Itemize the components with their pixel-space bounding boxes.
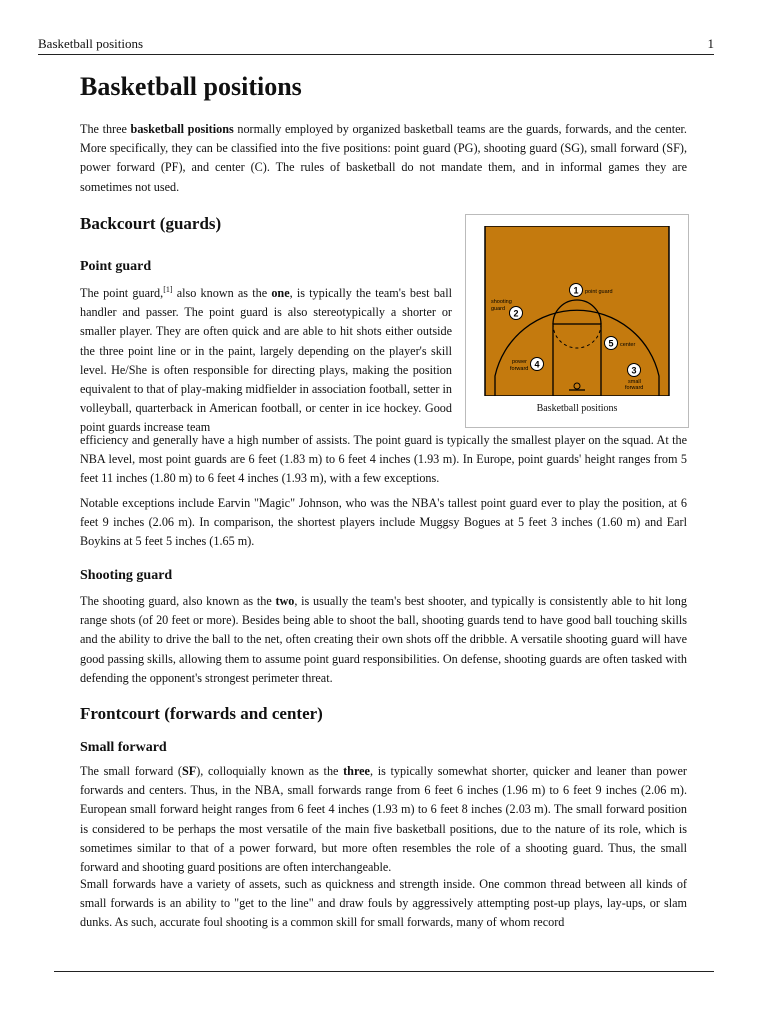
running-title: Basketball positions [38, 36, 144, 51]
intro-bold-term: basketball positions [130, 122, 234, 136]
svg-text:2: 2 [513, 308, 519, 319]
page-title: Basketball positions [80, 72, 302, 101]
small-forward-paragraph-1: The small forward (SF), colloquially known as the three, is typically somewhat shorter, quicker and leaner than power forwards and centers. Thus, in the NBA, small forwards range from 6 feet 6 inches (1.96 m) to 6 feet 9 inches (2.06 m). European small forward height ranges from 6 feet 4 inches (1.93 m) to 6 feet 8 inches (2.03 m). The small forward position is considered to be perhaps the most versatile of the main five basketball positions, due to the nature of its role, which is sometimes similar to that of a power forward, but more often resembles the role of a shooting guard. Thus, the small forward and shooting guard positions are often interchangeable. [80, 764, 687, 875]
label-shooting-guard-line2: guard [491, 306, 506, 312]
section-heading-backcourt: Backcourt (guards) [80, 214, 222, 233]
intro-paragraph: The three basketball positions normally employed by organized basketball teams are the guards, forwards, and the center. More specifically, they can be classified into the five positions: point guard (PG), shooting guard (SG), small forward (SF), power forward (PF), and center (C). The rules of basketball do not mandate them, and in informal games they are sometimes not used. [80, 122, 687, 194]
svg-text:1: 1 [573, 285, 579, 296]
point-guard-paragraph-2: Notable exceptions include Earvin "Magic" Johnson, who was the NBA's tallest point guard ever to play the position, at 6 feet 9 inches (2.06 m). In comparison, the shortest players include Muggsy Bogues at 5 feet 3 inches (1.60 m) and Earl Boykins at 5 feet 5 inches (1.65 m). [80, 496, 687, 549]
citation-link[interactable]: [1] [163, 284, 173, 294]
subsection-heading-shooting-guard: Shooting guard [80, 568, 173, 583]
label-shooting-guard-line1: shooting [491, 299, 512, 305]
subsection-heading-point-guard: Point guard [80, 259, 152, 274]
subsection-heading-small-forward: Small forward [80, 740, 167, 755]
svg-text:3: 3 [631, 365, 637, 376]
label-center: center [620, 342, 636, 348]
figure-caption: Basketball positions [536, 403, 618, 414]
figure-box [465, 214, 689, 428]
section-heading-frontcourt: Frontcourt (forwards and center) [80, 704, 323, 723]
label-small-forward-line1: small [628, 379, 641, 385]
svg-text:4: 4 [534, 359, 540, 370]
header-rule [38, 54, 714, 55]
player-3-marker [628, 364, 641, 377]
player-5-marker [605, 337, 618, 350]
svg-text:5: 5 [608, 338, 614, 349]
running-header [38, 36, 714, 52]
label-point-guard: point guard [585, 289, 613, 295]
player-2-marker [510, 307, 523, 320]
label-small-forward-line2: forward [625, 385, 644, 391]
small-forward-paragraph-2: Small forwards have a variety of assets, such as quickness and strength inside. One common thread between all kinds of small forwards is an ability to "get to the line" and draw fouls by aggressively attempting post-up plays, lay-ups, or slam dunks. As such, accurate foul shooting is a common skill for small forwards, many of whom record [80, 877, 687, 930]
footer-rule [54, 971, 714, 972]
player-4-marker [531, 358, 544, 371]
point-guard-paragraph-1-continued: efficiency and generally have a high number of assists. The point guard is typically the smallest player on the squad. At the NBA level, most point guards are 6 feet (1.83 m) to 6 feet 4 inches (1.93 m). In Europe, point guards' height ranges from 5 feet 11 inches (1.80 m) to 6 feet 4 inches (1.93 m), with a few exceptions. [80, 433, 687, 486]
label-power-forward-line1: power [512, 359, 527, 365]
basketball-court-diagram [481, 226, 673, 396]
label-power-forward-line2: forward [510, 366, 529, 372]
shooting-guard-paragraph: The shooting guard, also known as the two, is usually the team's best shooter, and typically is consistently able to hit long range shots (of 20 feet or more). Besides being able to shoot the ball, shooting guards tend to have good ball touching skills and the ability to drive the ball to the net, often creating their own shots off the dribble. A versatile shooting guard will have good passing skills, allowing them to assume point guard responsibilities. On defense, shooting guards are often tasked with defending the opponent's strongest perimeter threat. [80, 594, 687, 685]
point-guard-paragraph-1: The point guard,[1] also known as the one, is typically the team's best ball handler and passer. The point guard is also stereotypically a shorter or smaller player. They are often quick and are able to hit shots either outside the three point line or in the paint, largely depending on the player's skill level. He/She is often responsible for directing plays, making the position equivalent to that of play-making midfielder in association football, setter in volleyball, quarterback in American football, or center in ice hockey. Good point guards increase team [80, 284, 452, 435]
player-1-marker [570, 284, 583, 297]
page-number: 1 [707, 36, 714, 51]
